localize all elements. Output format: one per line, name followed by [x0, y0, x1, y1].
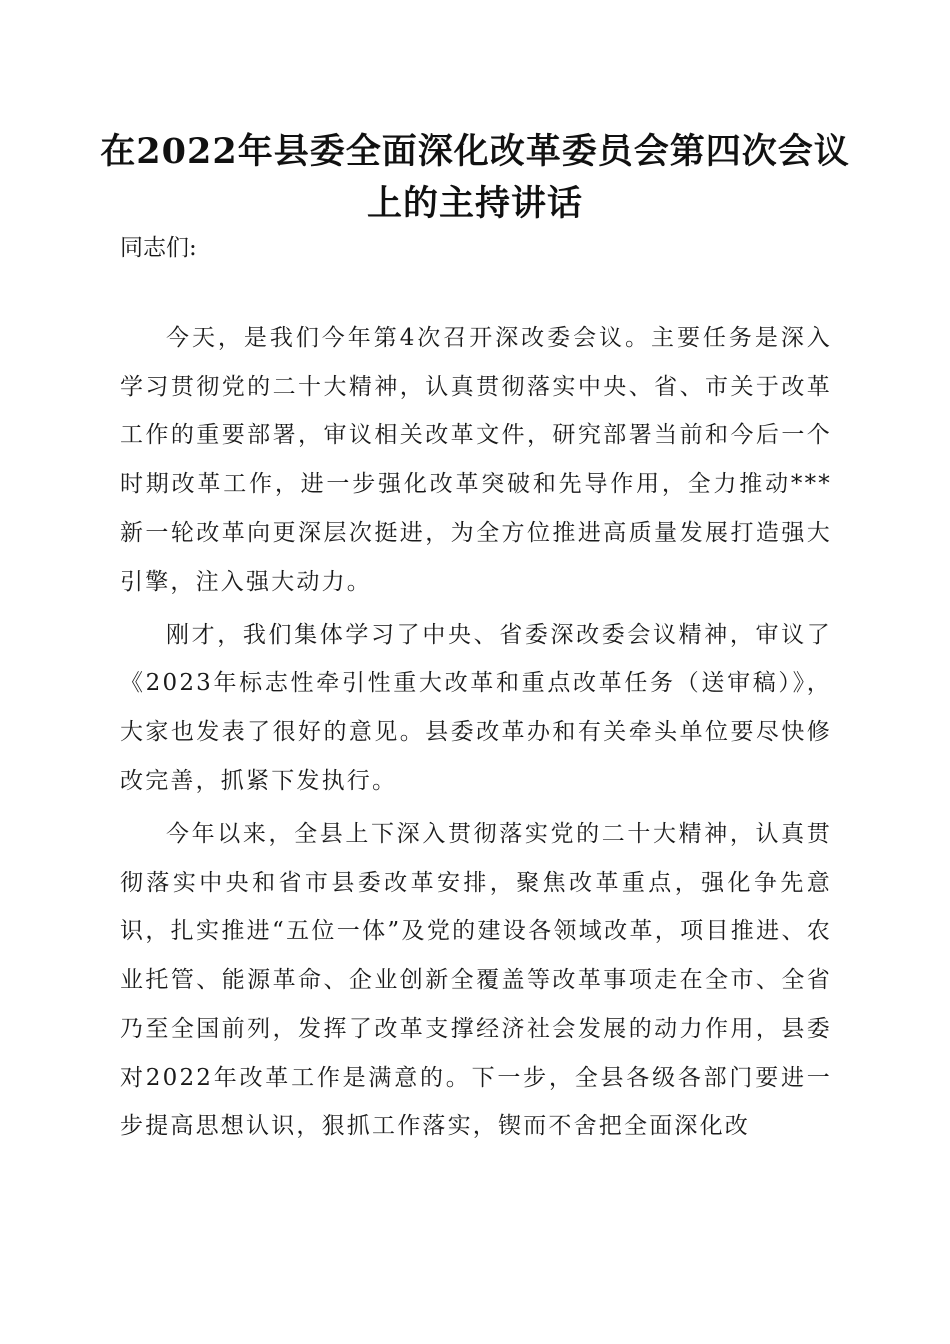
- paragraph-3: 今年以来，全县上下深入贯彻落实党的二十大精神，认真贯彻落实中央和省市县委改革安排，聚焦改革重点，强化争先意识，扎实推进“五位一体”及党的建设各领域改革，项目推进、农业托管、能源革命、企业创新全覆盖等改革事项走在全市、全省乃至全国前列，发挥了改革支撑经济社会发展的动力作用，县委对2022年改革工作是满意的。下一步，全县各级各部门要进一步提高思想认识，狠抓工作落实，锲而不舍把全面深化改: [120, 821, 832, 1140]
- salutation: 同志们:: [120, 235, 197, 261]
- document-body: [120, 314, 832, 1155]
- paragraph-2: 刚才，我们集体学习了中央、省委深改委会议精神，审议了《2023年标志性牵引性重大改革和重点改革任务（送审稿）》，大家也发表了很好的意见。县委改革办和有关牵头单位要尽快修改完善，抓紧下发执行。: [120, 621, 832, 794]
- paragraph-1: 今天，是我们今年第4次召开深改委会议。主要任务是深入学习贯彻党的二十大精神，认真贯彻落实中央、省、市关于改革工作的重要部署，审议相关改革文件，研究部署当前和今后一个时期改革工作，进一步强化改革突破和先导作用，全力推动***新一轮改革向更深层次挺进，为全方位推进高质量发展打造强大引擎，注入强大动力。: [120, 325, 832, 595]
- document-title: 在2022年县委全面深化改革委员会第四次会议上的主持讲话: [100, 131, 850, 224]
